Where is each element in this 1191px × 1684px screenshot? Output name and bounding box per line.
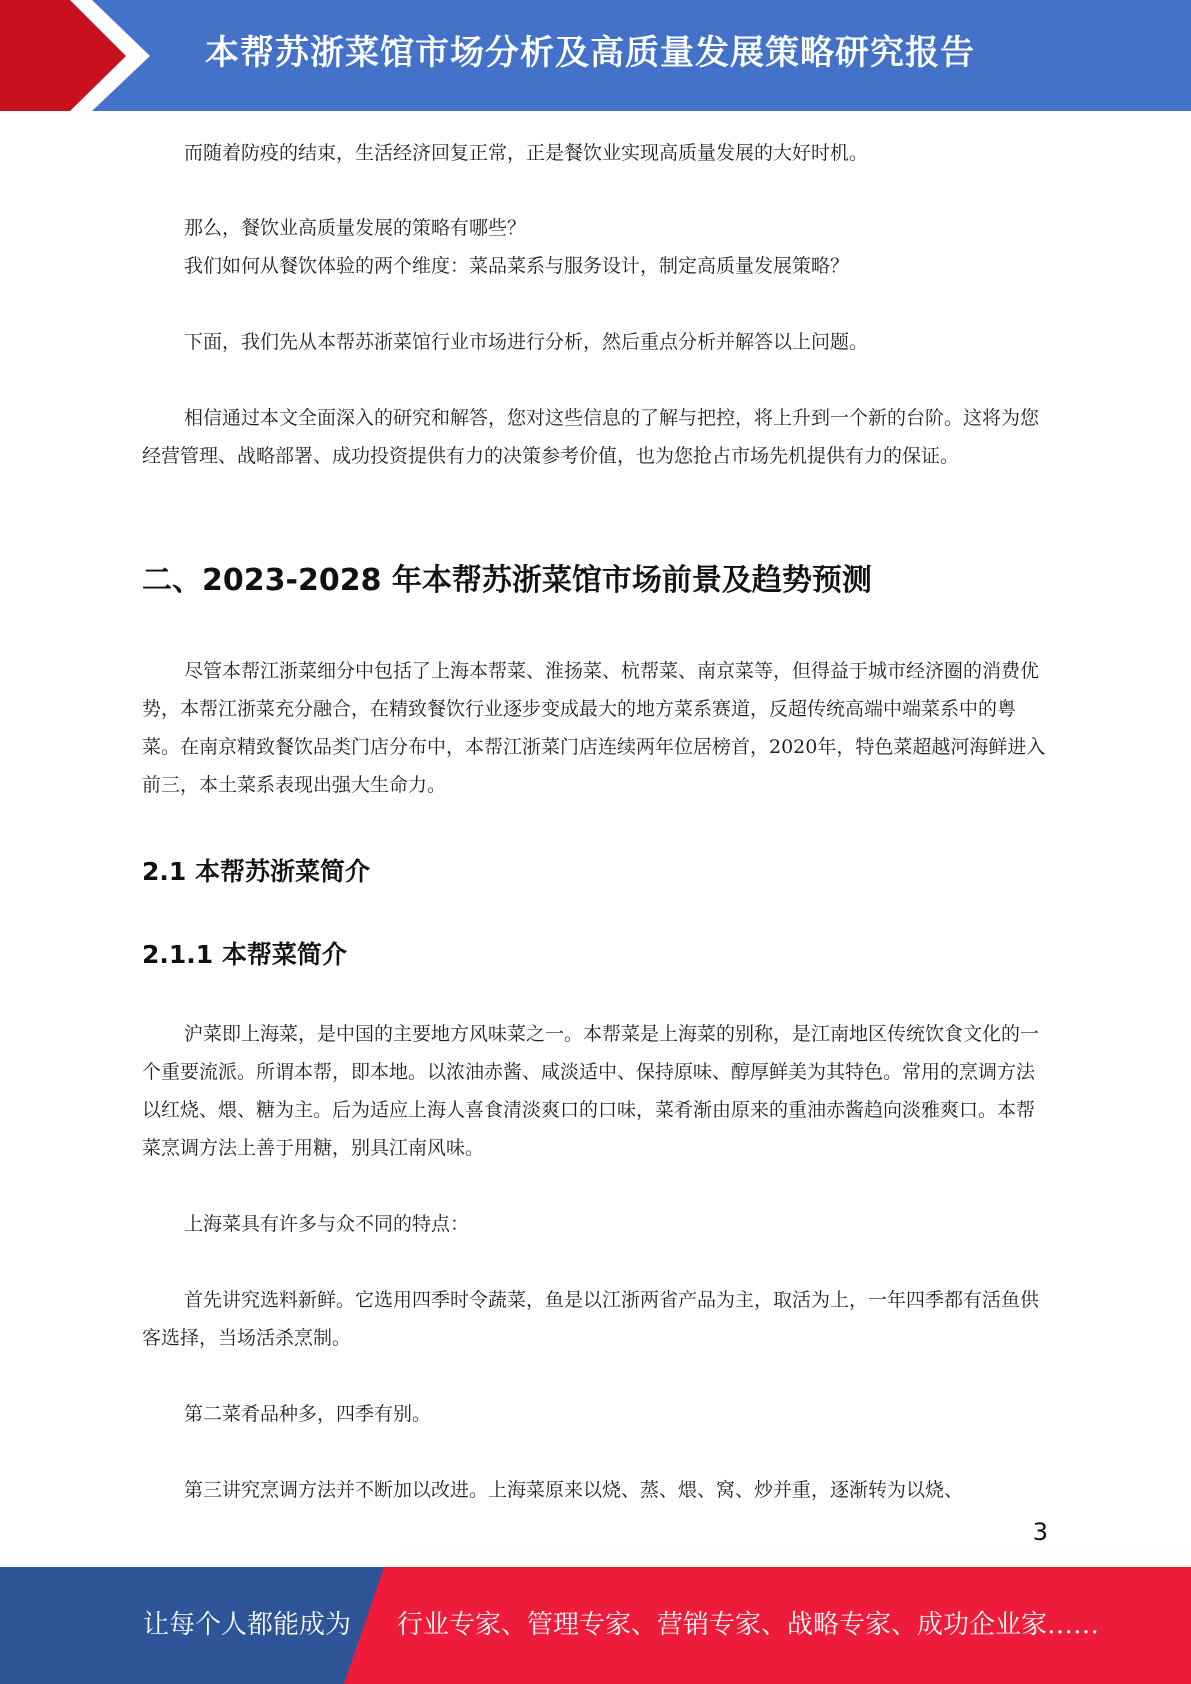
- paragraph: 上海菜具有许多与众不同的特点：: [184, 1213, 470, 1235]
- paragraph: 那么，餐饮业高质量发展的策略有哪些？: [184, 217, 527, 239]
- subsection-heading: 2.1.1 本帮菜简介: [142, 940, 347, 969]
- paragraph: 第三讲究烹调方法并不断加以改进。上海菜原来以烧、蒸、煨、窝、炒并重，逐渐转为以烧、: [184, 1479, 964, 1501]
- page-footer: [0, 1567, 1191, 1684]
- report-title: 本帮苏浙菜馆市场分析及高质量发展策略研究报告: [205, 33, 975, 73]
- paragraph: 我们如何从餐饮体验的两个维度：菜品菜系与服务设计，制定高质量发展策略？: [184, 255, 850, 277]
- paragraph: 第二菜肴品种多，四季有别。: [184, 1403, 432, 1425]
- subsection-heading: 2.1 本帮苏浙菜简介: [142, 857, 370, 886]
- footer-slogan-left: 让每个人都能成为: [143, 1610, 352, 1640]
- paragraph: 相信通过本文全面深入的研究和解答，您对这些信息的了解与把控，将上升到一个新的台阶。这将为您经营管理、战略部署、成功投资提供有力的决策参考价值，也为您抢占市场先机提供有力的保证。: [142, 407, 1040, 467]
- paragraph: 首先讲究选料新鲜。它选用四季时令蔬菜，鱼是以江浙两省产品为主，取活为上，一年四季都有活鱼供客选择，当场活杀烹制。: [142, 1289, 1040, 1349]
- footer-slogan-right: 行业专家、管理专家、营销专家、战略专家、成功企业家……: [397, 1610, 1100, 1640]
- paragraph: 尽管本帮江浙菜细分中包括了上海本帮菜、淮扬菜、杭帮菜、南京菜等，但得益于城市经济圈的消费优势，本帮江浙菜充分融合，在精致餐饮行业逐步变成最大的地方菜系赛道，反超传统高端中端菜系中的粤菜。在南京精致餐饮品类门店分布中，本帮江浙菜门店连续两年位居榜首，2020年，特色菜超越河海鲜进入前三，本土菜系表现出强大生命力。: [142, 660, 1046, 796]
- page-header: [0, 0, 1191, 111]
- paragraph: 沪菜即上海菜，是中国的主要地方风味菜之一。本帮菜是上海菜的别称，是江南地区传统饮食文化的一个重要流派。所谓本帮，即本地。以浓油赤酱、咸淡适中、保持原味、醇厚鲜美为其特色。常用的烹调方法以红烧、煨、糖为主。后为适应上海人喜食清淡爽口的口味，菜肴渐由原来的重油赤酱趋向淡雅爽口。本帮菜烹调方法上善于用糖，别具江南风味。: [142, 1023, 1040, 1159]
- page-number: 3: [1032, 1518, 1048, 1546]
- paragraph: 而随着防疫的结束，生活经济回复正常，正是餐饮业实现高质量发展的大好时机。: [184, 142, 869, 164]
- section-heading: 二、2023-2028 年本帮苏浙菜馆市场前景及趋势预测: [142, 563, 872, 598]
- paragraph: 下面，我们先从本帮苏浙菜馆行业市场进行分析，然后重点分析并解答以上问题。: [184, 331, 869, 353]
